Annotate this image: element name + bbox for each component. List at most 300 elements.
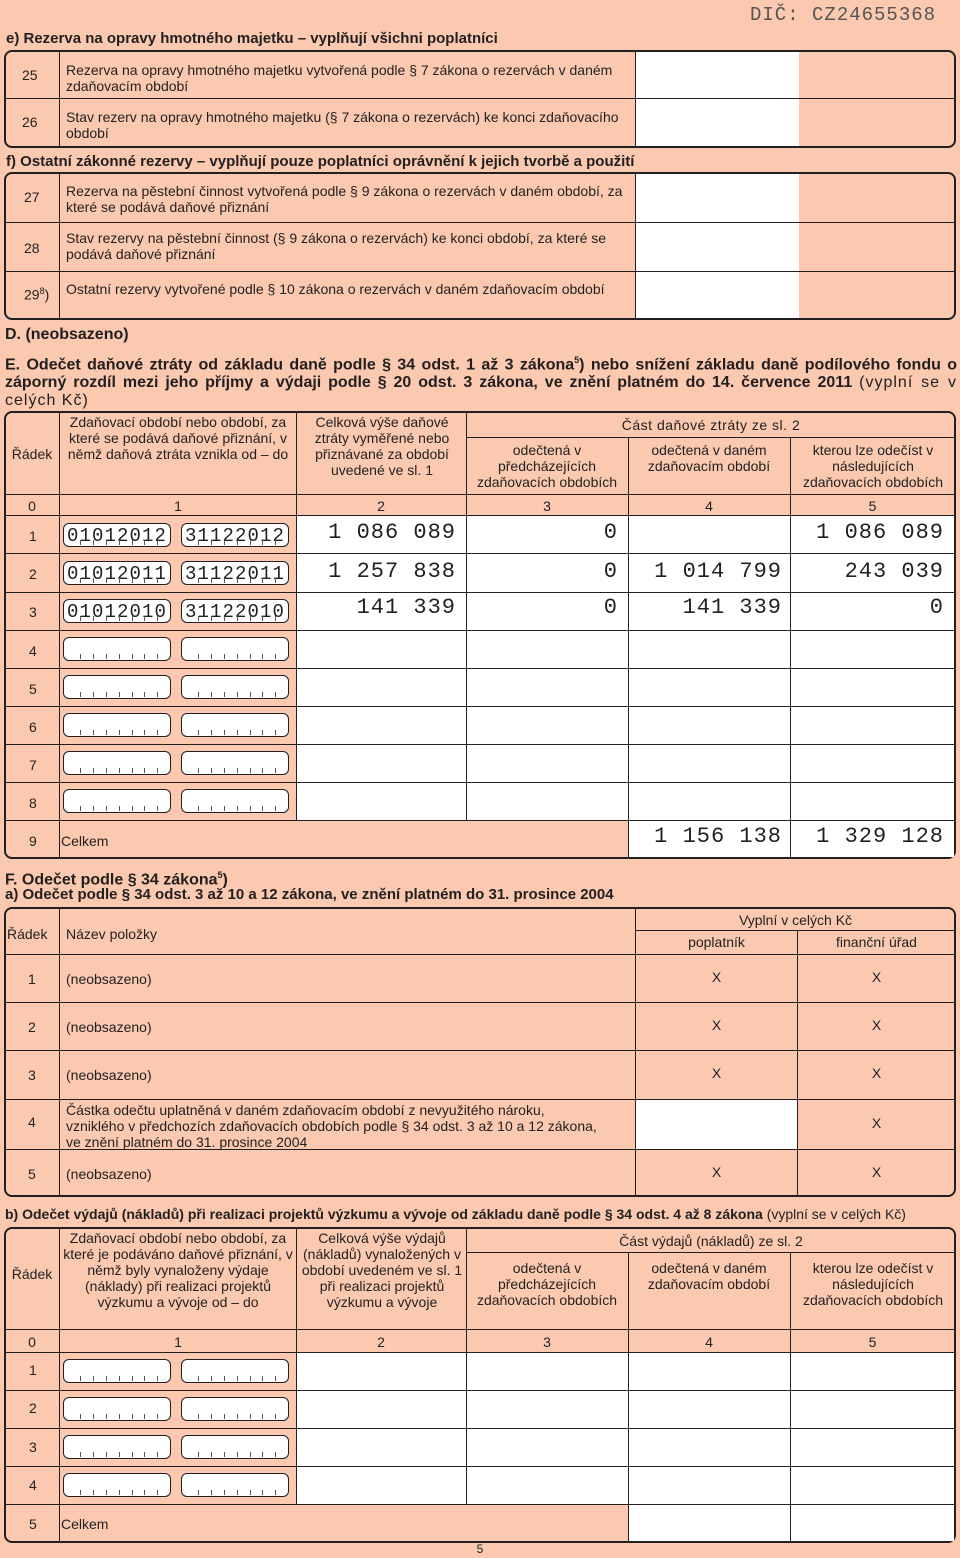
digit-separator <box>198 1452 199 1457</box>
digit-separator <box>250 1490 251 1495</box>
digit-separator <box>93 1414 94 1419</box>
date-from-field[interactable] <box>63 1397 171 1421</box>
field-27[interactable] <box>636 174 799 222</box>
section-e-title: e) Rezerva na opravy hmotného majetku – vyplňují všichni poplatníci <box>6 30 498 47</box>
digit-separator <box>224 1490 225 1495</box>
research-colnum-1: 1 <box>174 1334 182 1350</box>
digit-separator <box>157 692 158 697</box>
digit-separator <box>132 806 133 811</box>
digit-separator <box>119 768 120 773</box>
loss-header-group: Část daňové ztráty ze sl. 2 <box>621 417 801 433</box>
digit-separator <box>237 540 238 545</box>
digit-separator <box>237 578 238 583</box>
digit-separator <box>224 540 225 545</box>
digit-separator <box>119 540 120 545</box>
date-from-field[interactable] <box>63 1473 171 1497</box>
loss-row-num: 7 <box>29 757 37 773</box>
digit-separator <box>106 806 107 811</box>
loss-r2-c4: 1 014 799 <box>654 559 782 584</box>
digit-separator <box>93 1452 94 1457</box>
digit-separator <box>119 1414 120 1419</box>
digit-separator <box>144 730 145 735</box>
row-num-27: 27 <box>24 189 40 205</box>
deduction-a-row-text: (neobsazeno) <box>66 1067 152 1083</box>
research-colnum-0: 0 <box>28 1334 36 1350</box>
research-row-num: 4 <box>29 1477 37 1493</box>
digit-separator <box>119 692 120 697</box>
digit-separator <box>132 654 133 659</box>
digit-separator <box>144 692 145 697</box>
digit-separator <box>93 692 94 697</box>
digit-separator <box>157 1452 158 1457</box>
loss-total-c4-value: 1 156 138 <box>654 824 782 849</box>
digit-separator <box>262 616 263 621</box>
research-colnum-2: 2 <box>377 1334 385 1350</box>
deduction-a-row-payer: X <box>711 1017 722 1033</box>
research-header-radek: Řádek <box>11 1266 53 1282</box>
digit-separator <box>157 1414 158 1419</box>
date-from-field[interactable] <box>63 789 171 813</box>
section-F-sub-b: b) Odečet výdajů (nákladů) při realizaci projektů výzkumu a vývoje od základu daně podle § 34 odst. 4 až 8 zákona (vyplní se v celých Kč) <box>5 1206 906 1222</box>
digit-separator <box>157 1376 158 1381</box>
loss-colnum-0: 0 <box>28 498 36 514</box>
digit-separator <box>198 1376 199 1381</box>
digit-separator <box>144 1376 145 1381</box>
digit-separator <box>132 692 133 697</box>
deduction-a-row-num: 3 <box>28 1067 36 1083</box>
row-text-27: Rezerva na pěstební činnost vytvořená podle § 9 zákona o rezervách v daném období, za které se podává daňové přiznání <box>66 183 623 215</box>
deduction-a-row-text: (neobsazeno) <box>66 1166 152 1182</box>
row-text-25: Rezerva na opravy hmotného majetku vytvořená podle § 7 zákona o rezervách v daném zdaňovacím období <box>66 62 613 94</box>
digit-separator <box>250 616 251 621</box>
loss-colnum-4: 4 <box>705 498 713 514</box>
date-to-field[interactable] <box>181 1397 289 1421</box>
row-text-26: Stav rezerv na opravy hmotného majetku (§ 7 zákona o rezervách) ke konci zdaňovacího období <box>66 109 619 141</box>
loss-header-col3: odečtená v předcházejících zdaňovacích obdobích <box>476 442 618 490</box>
digit-separator <box>93 1490 94 1495</box>
digit-separator <box>157 616 158 621</box>
row-num-28: 28 <box>24 240 40 256</box>
digit-separator <box>80 730 81 735</box>
deduction-a-r4-payer[interactable] <box>636 1100 797 1149</box>
research-header-col4: odečtená v daném zdaňovacím období <box>647 1260 771 1292</box>
digit-separator <box>262 806 263 811</box>
digit-separator <box>106 616 107 621</box>
deduction-a-header-payer: poplatník <box>688 934 745 950</box>
deduction-a-header-office: finanční úřad <box>836 934 917 950</box>
deduction-a-row-text: Částka odečtu uplatněná v daném zdaňovacím období z nevyužitého nároku, vzniklého v předchozích zdaňovacích obdobích podle § 34 odst. 3 až 10 a 12 zákona, ve znění platném do 31. prosince 2004 <box>66 1102 597 1150</box>
digit-separator <box>237 806 238 811</box>
section-f-title: f) Ostatní zákonné rezervy – vyplňují pouze poplatníci oprávnění k jejich tvorbě a použití <box>6 153 635 170</box>
digit-separator <box>106 692 107 697</box>
loss-row-num: 8 <box>29 795 37 811</box>
loss-r3-c2: 141 339 <box>356 595 456 620</box>
research-total-label: Celkem <box>61 1516 109 1532</box>
digit-separator <box>224 806 225 811</box>
digit-separator <box>144 768 145 773</box>
digit-separator <box>237 768 238 773</box>
digit-separator <box>132 768 133 773</box>
research-header-col2: Celková výše výdajů (nákladů) vynaložených v období uvedeném ve sl. 1 při realizaci projektů výzkumu a vývoje <box>301 1230 463 1310</box>
digit-separator <box>262 1414 263 1419</box>
digit-separator <box>119 1376 120 1381</box>
digit-separator <box>275 692 276 697</box>
digit-separator <box>262 768 263 773</box>
digit-separator <box>132 1490 133 1495</box>
digit-separator <box>198 1414 199 1419</box>
digit-separator <box>119 616 120 621</box>
digit-separator <box>80 616 81 621</box>
loss-colnum-1: 1 <box>174 498 182 514</box>
digit-separator <box>93 806 94 811</box>
loss-header-radek: Řádek <box>11 446 53 462</box>
field-29[interactable] <box>636 272 799 318</box>
loss-row-num: 5 <box>29 681 37 697</box>
date-to-field[interactable] <box>181 1359 289 1383</box>
date-to-field[interactable]: 31122010 <box>181 599 289 623</box>
research-row-num: 3 <box>29 1439 37 1455</box>
research-header-group: Část výdajů (nákladů) ze sl. 2 <box>619 1233 803 1249</box>
digit-separator <box>144 1452 145 1457</box>
digit-separator <box>157 806 158 811</box>
loss-field-r1-c4[interactable] <box>629 516 790 553</box>
digit-separator <box>275 654 276 659</box>
date-to-field[interactable]: 31122011 <box>181 561 289 585</box>
digit-separator <box>132 1452 133 1457</box>
digit-separator <box>93 654 94 659</box>
digit-separator <box>198 540 199 545</box>
dic-number: DIČ: CZ24655368 <box>750 4 937 26</box>
digit-separator <box>80 692 81 697</box>
digit-separator <box>211 1490 212 1495</box>
date-to-field[interactable] <box>181 1473 289 1497</box>
digit-separator <box>224 578 225 583</box>
digit-separator <box>119 654 120 659</box>
date-from-field[interactable]: 01012011 <box>63 561 171 585</box>
digit-separator <box>250 730 251 735</box>
date-from-field[interactable] <box>63 637 171 661</box>
digit-separator <box>80 806 81 811</box>
deduction-a-row-num: 4 <box>28 1114 36 1130</box>
digit-separator <box>198 578 199 583</box>
digit-separator <box>250 1414 251 1419</box>
digit-separator <box>262 692 263 697</box>
digit-separator <box>93 730 94 735</box>
research-row-num: 1 <box>29 1362 37 1378</box>
digit-separator <box>237 692 238 697</box>
page-number: 5 <box>476 1542 484 1556</box>
section-F-sub-a: a) Odečet podle § 34 odst. 3 až 10 a 12 zákona, ve znění platném do 31. prosince 2004 <box>5 886 614 903</box>
digit-separator <box>119 578 120 583</box>
deduction-a-row-num: 5 <box>28 1166 36 1182</box>
digit-separator <box>157 768 158 773</box>
loss-total-c5-value: 1 329 128 <box>816 824 944 849</box>
digit-separator <box>132 540 133 545</box>
deduction-a-row-office: X <box>871 969 882 985</box>
digit-separator <box>262 540 263 545</box>
digit-separator <box>224 616 225 621</box>
date-to-field[interactable] <box>181 1435 289 1459</box>
digit-separator <box>237 654 238 659</box>
row-num-29: $29^8$) <box>24 286 50 303</box>
research-colnum-3: 3 <box>543 1334 551 1350</box>
deduction-a-row-num: 2 <box>28 1019 36 1035</box>
digit-separator <box>106 1414 107 1419</box>
field-26[interactable] <box>636 99 799 146</box>
digit-separator <box>132 1376 133 1381</box>
deduction-a-header-radek: Řádek <box>7 926 48 942</box>
digit-separator <box>157 578 158 583</box>
section-F-title: F. Odečet podle § 34 zákona$^5$) <box>5 870 228 889</box>
digit-separator <box>198 1490 199 1495</box>
digit-separator <box>144 540 145 545</box>
digit-separator <box>224 1414 225 1419</box>
digit-separator <box>224 1376 225 1381</box>
digit-separator <box>275 616 276 621</box>
row-num-25: 25 <box>22 67 38 83</box>
digit-separator <box>106 540 107 545</box>
digit-separator <box>262 578 263 583</box>
loss-header-col1: Zdaňovací období nebo období, za které se podává daňové přiznání, v němž daňová ztráta vznikla od – do <box>67 414 289 462</box>
date-from-field[interactable] <box>63 675 171 699</box>
digit-separator <box>275 578 276 583</box>
digit-separator <box>224 654 225 659</box>
research-total-num: 5 <box>29 1516 37 1532</box>
digit-separator <box>80 654 81 659</box>
digit-separator <box>119 1490 120 1495</box>
loss-r3-c4: 141 339 <box>682 595 782 620</box>
digit-separator <box>275 1490 276 1495</box>
loss-row-num: 4 <box>29 643 37 659</box>
digit-separator <box>106 1376 107 1381</box>
loss-colnum-2: 2 <box>377 498 385 514</box>
digit-separator <box>250 1452 251 1457</box>
digit-separator <box>211 616 212 621</box>
digit-separator <box>262 730 263 735</box>
digit-separator <box>93 1376 94 1381</box>
digit-separator <box>157 540 158 545</box>
digit-separator <box>237 1452 238 1457</box>
digit-separator <box>250 540 251 545</box>
loss-total-label: Celkem <box>61 833 109 849</box>
deduction-a-row-office: X <box>871 1115 882 1131</box>
loss-header-col5: kterou lze odečíst v následujících zdaňovacích obdobích <box>802 442 944 490</box>
digit-separator <box>119 1452 120 1457</box>
digit-separator <box>132 616 133 621</box>
research-header-col1: Zdaňovací období nebo období, za které je podáváno daňové přiznání, v němž byly vynaloženy výdaje (náklady) při realizaci projektů výzkumu a vývoje od – do <box>63 1230 293 1310</box>
digit-separator <box>237 1490 238 1495</box>
digit-separator <box>132 730 133 735</box>
digit-separator <box>119 806 120 811</box>
loss-r2-c3: 0 <box>603 559 618 584</box>
digit-separator <box>132 1414 133 1419</box>
loss-total-num: 9 <box>29 833 37 849</box>
digit-separator <box>211 654 212 659</box>
loss-field-r4-8[interactable] <box>297 631 954 820</box>
digit-separator <box>250 654 251 659</box>
date-from-field[interactable] <box>63 1359 171 1383</box>
section-E-title: E. Odečet daňové ztráty od základu daně podle § 34 odst. 1 až 3 zákona$^5$) nebo snížení základu daně podílového fondu o záporný rozdíl mezi jeho příjmy a výdaji podle § 20 odst. 3 zákona, ve znění platném do 14. července 2011 (vyplní se v celých Kč) <box>5 355 958 410</box>
digit-separator <box>224 768 225 773</box>
date-to-field[interactable] <box>181 637 289 661</box>
row-text-29: Ostatní rezervy vytvořené podle § 10 zákona o rezervách v daném zdaňovacím období <box>66 281 605 297</box>
date-from-field[interactable]: 01012012 <box>63 523 171 547</box>
digit-separator <box>157 654 158 659</box>
digit-separator <box>262 1452 263 1457</box>
digit-separator <box>198 616 199 621</box>
research-total-fields[interactable] <box>629 1505 954 1541</box>
section-d-title: D. (neobsazeno) <box>5 326 129 343</box>
digit-separator <box>275 1414 276 1419</box>
row-num-26: 26 <box>22 114 38 130</box>
digit-separator <box>250 806 251 811</box>
digit-separator <box>80 1452 81 1457</box>
digit-separator <box>80 1490 81 1495</box>
digit-separator <box>93 578 94 583</box>
digit-separator <box>237 1414 238 1419</box>
digit-separator <box>224 1452 225 1457</box>
digit-separator <box>275 806 276 811</box>
loss-r2-c2: 1 257 838 <box>328 559 456 584</box>
deduction-a-row-payer: X <box>711 1065 722 1081</box>
digit-separator <box>144 1414 145 1419</box>
digit-separator <box>80 1376 81 1381</box>
digit-separator <box>211 692 212 697</box>
digit-separator <box>275 1452 276 1457</box>
deduction-a-header-name: Název položky <box>66 926 158 942</box>
loss-header-col4: odečtená v daném zdaňovacím období <box>647 442 771 474</box>
loss-row-num: 3 <box>29 604 37 620</box>
research-header-col3: odečtená v předcházejících zdaňovacích obdobích <box>476 1260 618 1308</box>
field-25[interactable] <box>636 52 799 98</box>
loss-r3-c5: 0 <box>929 595 944 620</box>
digit-separator <box>275 1376 276 1381</box>
digit-separator <box>93 540 94 545</box>
digit-separator <box>224 730 225 735</box>
digit-separator <box>237 616 238 621</box>
digit-separator <box>237 1376 238 1381</box>
digit-separator <box>211 1376 212 1381</box>
loss-row-num: 6 <box>29 719 37 735</box>
digit-separator <box>144 1490 145 1495</box>
loss-r1-c5: 1 086 089 <box>816 520 944 545</box>
digit-separator <box>211 1414 212 1419</box>
digit-separator <box>224 692 225 697</box>
digit-separator <box>132 578 133 583</box>
loss-r1-c3: 0 <box>603 520 618 545</box>
digit-separator <box>106 768 107 773</box>
research-header-col5: kterou lze odečíst v následujících zdaňovacích obdobích <box>802 1260 944 1308</box>
digit-separator <box>93 768 94 773</box>
digit-separator <box>144 806 145 811</box>
digit-separator <box>93 616 94 621</box>
date-from-field[interactable]: 01012010 <box>63 599 171 623</box>
digit-separator <box>275 768 276 773</box>
digit-separator <box>106 654 107 659</box>
deduction-a-row-text: (neobsazeno) <box>66 1019 152 1035</box>
digit-separator <box>144 578 145 583</box>
loss-r1-c2: 1 086 089 <box>328 520 456 545</box>
deduction-a-row-payer: X <box>711 1164 722 1180</box>
digit-separator <box>237 730 238 735</box>
date-to-field[interactable] <box>181 789 289 813</box>
date-to-field[interactable] <box>181 713 289 737</box>
field-28[interactable] <box>636 223 799 271</box>
digit-separator <box>262 1490 263 1495</box>
digit-separator <box>275 730 276 735</box>
loss-colnum-5: 5 <box>868 498 877 514</box>
digit-separator <box>262 654 263 659</box>
digit-separator <box>80 540 81 545</box>
digit-separator <box>250 692 251 697</box>
date-from-field[interactable] <box>63 713 171 737</box>
date-to-field[interactable]: 31122012 <box>181 523 289 547</box>
digit-separator <box>250 768 251 773</box>
digit-separator <box>211 768 212 773</box>
deduction-a-row-payer: X <box>711 969 722 985</box>
digit-separator <box>80 768 81 773</box>
deduction-a-table <box>4 907 956 1197</box>
research-colnum-4: 4 <box>705 1334 713 1350</box>
research-row-num: 2 <box>29 1400 37 1416</box>
deduction-a-row-text: (neobsazeno) <box>66 971 152 987</box>
digit-separator <box>106 1452 107 1457</box>
digit-separator <box>144 654 145 659</box>
digit-separator <box>211 806 212 811</box>
digit-separator <box>198 768 199 773</box>
research-colnum-5: 5 <box>868 1334 877 1350</box>
digit-separator <box>250 578 251 583</box>
digit-separator <box>157 730 158 735</box>
digit-separator <box>106 578 107 583</box>
digit-separator <box>198 692 199 697</box>
deduction-a-row-office: X <box>871 1065 882 1081</box>
date-from-field[interactable] <box>63 1435 171 1459</box>
deduction-a-row-office: X <box>871 1164 882 1180</box>
loss-r3-c3: 0 <box>603 595 618 620</box>
digit-separator <box>80 578 81 583</box>
digit-separator <box>211 540 212 545</box>
loss-header-col2: Celková výše daňové ztráty vyměřené nebo přiznávané za období uvedené ve sl. 1 <box>314 414 450 478</box>
digit-separator <box>211 730 212 735</box>
digit-separator <box>144 616 145 621</box>
date-from-field[interactable] <box>63 751 171 775</box>
digit-separator <box>250 1376 251 1381</box>
digit-separator <box>119 730 120 735</box>
digit-separator <box>157 1490 158 1495</box>
date-to-field[interactable] <box>181 751 289 775</box>
digit-separator <box>198 806 199 811</box>
digit-separator <box>211 578 212 583</box>
digit-separator <box>80 1414 81 1419</box>
row-text-28: Stav rezervy na pěstební činnost (§ 9 zákona o rezervách) ke konci období, za které se podává daňové přiznání <box>66 230 607 262</box>
digit-separator <box>275 540 276 545</box>
loss-row-num: 1 <box>29 528 37 544</box>
digit-separator <box>211 1452 212 1457</box>
loss-row-num: 2 <box>29 566 37 582</box>
digit-separator <box>106 1490 107 1495</box>
digit-separator <box>198 654 199 659</box>
loss-colnum-3: 3 <box>543 498 551 514</box>
digit-separator <box>106 730 107 735</box>
deduction-a-header-fill: Vyplní v celých Kč <box>738 912 853 928</box>
digit-separator <box>198 730 199 735</box>
date-to-field[interactable] <box>181 675 289 699</box>
deduction-a-row-office: X <box>871 1017 882 1033</box>
digit-separator <box>262 1376 263 1381</box>
loss-r2-c5: 243 039 <box>844 559 944 584</box>
deduction-a-row-num: 1 <box>28 971 36 987</box>
